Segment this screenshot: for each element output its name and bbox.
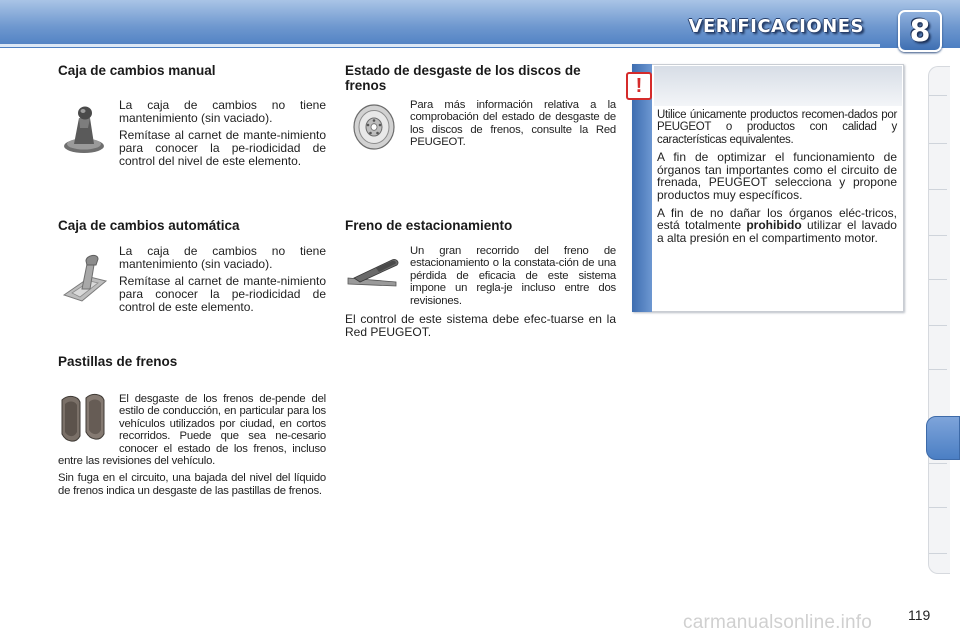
warning-box-header-shade bbox=[654, 66, 902, 106]
section-text-brake-pads bbox=[58, 393, 326, 502]
section-title-parking-brake: Freno de estacionamiento bbox=[345, 218, 513, 233]
paragraph: A fin de optimizar el funcionamiento de órganos tan importantes como el circuito de frenada, PEUGEOT selecciona y propone productos muy específicos. bbox=[657, 149, 897, 202]
tab-divider bbox=[929, 553, 947, 554]
chapter-tab-strip bbox=[928, 66, 950, 574]
section-title-brake-pads: Pastillas de frenos bbox=[58, 354, 178, 369]
section-title-automatic: Caja de cambios automática bbox=[58, 218, 240, 233]
paragraph: Un gran recorrido del freno de estacionamiento o la constata-ción de una pérdida de eficacia de este sistema impone un regla-je incluso entre dos revisiones. bbox=[410, 245, 616, 307]
paragraph: Sin fuga en el circuito, una bajada del nivel del líquido de frenos indica un desgaste de las pastillas de frenos. bbox=[58, 472, 326, 497]
tab-divider bbox=[929, 507, 947, 508]
emphasis: prohibido bbox=[746, 218, 802, 233]
tab-divider bbox=[929, 95, 947, 96]
section-text-parking-brake bbox=[410, 245, 616, 312]
tab-divider bbox=[929, 369, 947, 370]
watermark: carmanualsonline.info bbox=[683, 612, 873, 633]
tab-divider bbox=[929, 463, 947, 464]
warning-text bbox=[657, 109, 897, 250]
paragraph-text: El desgaste de los frenos de-pende del estilo de conducción, en particular para los vehículos utilizados por ciudad, en cortos recorridos. Puede que sea ne-cesario conocer el estado de los frenos, incluso entre las revisiones del vehículo. bbox=[58, 393, 326, 468]
paragraph: Para más información relativa a la comprobación del estado de desgaste de los discos de frenos, consulte la Red PEUGEOT. bbox=[410, 99, 616, 149]
paragraph bbox=[58, 393, 326, 467]
section-text-brake-discs bbox=[410, 99, 616, 154]
section-title-brake-discs: Estado de desgaste de los discos de frenos bbox=[345, 63, 581, 93]
section-text-manual bbox=[119, 99, 326, 173]
paragraph: Utilice únicamente productos recomen-dados por PEUGEOT o productos con calidad y características equivalentes. bbox=[657, 109, 897, 146]
chapter-number: 8 bbox=[909, 14, 931, 49]
gear-lever-manual-icon bbox=[62, 104, 108, 154]
paragraph-text: A fin de no dañar los órganos eléc-tricos, está totalmente bbox=[657, 205, 897, 233]
brake-disc-icon bbox=[350, 100, 398, 152]
header-divider bbox=[0, 44, 880, 47]
section-text-automatic bbox=[119, 245, 326, 319]
page-title: VERIFICACIONES bbox=[688, 16, 864, 37]
tab-divider bbox=[929, 143, 947, 144]
tab-divider bbox=[929, 325, 947, 326]
tab-divider bbox=[929, 279, 947, 280]
float-spacer bbox=[58, 393, 119, 455]
page-number: 119 bbox=[908, 607, 931, 623]
parking-brake-lever-icon bbox=[346, 256, 402, 290]
paragraph: Remítase al carnet de mante-nimiento para conocer la pe-riodicidad de control de este elemento. bbox=[119, 274, 326, 314]
paragraph: La caja de cambios no tiene mantenimiento (sin vaciado). bbox=[119, 98, 326, 125]
section-title-manual: Caja de cambios manual bbox=[58, 63, 216, 78]
warning-box-sidebar bbox=[632, 64, 652, 312]
paragraph: La caja de cambios no tiene mantenimiento (sin vaciado). bbox=[119, 244, 326, 271]
paragraph bbox=[657, 207, 897, 245]
section-text-parking-brake-control bbox=[345, 313, 616, 343]
tab-divider bbox=[929, 189, 947, 190]
warning-exclamation-icon: ! bbox=[626, 72, 652, 100]
gear-lever-automatic-icon bbox=[60, 251, 110, 303]
paragraph: Remítase al carnet de mante-nimiento para conocer la pe-riodicidad de control del nivel de este elemento. bbox=[119, 128, 326, 168]
chapter-tab-active[interactable] bbox=[926, 416, 960, 460]
tab-divider bbox=[929, 235, 947, 236]
chapter-badge bbox=[898, 10, 942, 52]
paragraph: El control de este sistema debe efec-tuarse en la Red PEUGEOT. bbox=[345, 312, 616, 339]
paragraph-text: utilizar el lavado a alta presión en el compartimento motor. bbox=[657, 218, 897, 246]
